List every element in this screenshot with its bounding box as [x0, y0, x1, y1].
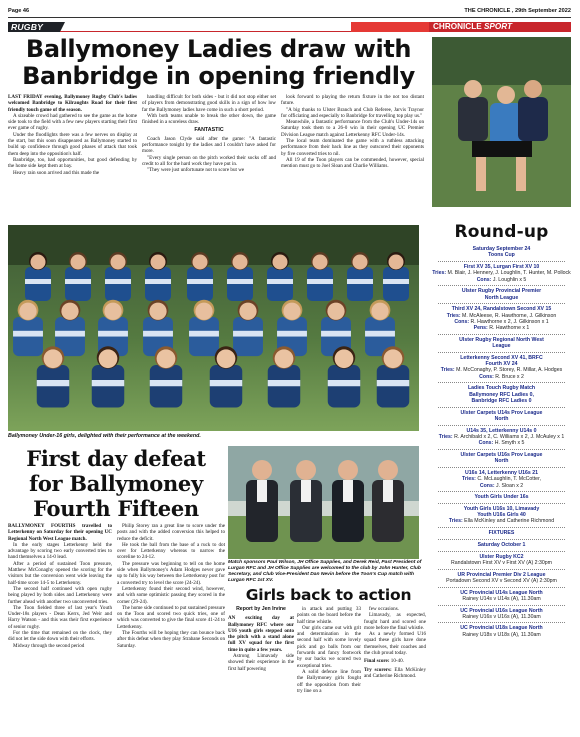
paragraph: few occasions. — [369, 606, 399, 612]
roundup-heading: Youth Girls U16s 10, Limavady Youth U16s Girls 40 — [463, 505, 540, 519]
roundup-heading: UR Provincial Premier Div 2 League — [457, 571, 546, 578]
paragraph: BALLYMONEY FOURTHS travelled to Letterkenny on Saturday for their opening UC Regional North West League match. — [8, 523, 112, 542]
paragraph: With both teams unable to break the other down, the game finished in a scoreless draw. — [142, 112, 276, 126]
roundup-title: Round-up — [454, 222, 549, 242]
paragraph: Astrong Limavady side showed their experience in the first half powering — [228, 652, 294, 672]
paragraph: Letterkenny found their second wind, however, and with some optimistic passing they scored in the corner (29-24). — [117, 585, 225, 605]
roundup-line: Tries: Ella McKinley and Catherine Richmond — [448, 518, 555, 525]
roundup-divider — [438, 527, 565, 528]
roundup-heading: Ulster Rugby KC2 — [479, 553, 524, 560]
roundup-line: Pens: R. Hawthorne x 1 — [473, 325, 530, 332]
article1-col3 — [281, 94, 424, 170]
article2-headline: First day defeat for Ballymoney Fourth Fifteen — [26, 446, 206, 521]
team-photo — [8, 225, 419, 431]
paragraph: All 19 of the Toon players can be commended, however, special mention must go to Joel Sloan and Charlie Williams. — [281, 156, 424, 170]
article3-byline: Report by Jen Irvine — [236, 606, 286, 612]
roundup-line: Cons: R. Hawthorne x 2, J. Gilkinson x 1 — [454, 318, 549, 325]
roundup-heading: Ulster Rugby Provincial Premier North League — [461, 288, 542, 301]
roundup-heading: U16s 14, Letterkenny U16s 21 — [465, 469, 538, 476]
brand-chronicle: CHRONICLE — [433, 22, 482, 31]
paragraph: "They were just unfortunate not to score but we — [147, 167, 245, 174]
brand-bar — [429, 22, 571, 32]
roundup-line: Cons: J. Loughlin x 5 — [476, 276, 527, 283]
roundup-heading: Ladies Touch Rugby Match Ballymoney RFC Ladies 0, Banbridge RFC Ladies 0 — [467, 385, 536, 404]
article1-col2 — [142, 94, 276, 174]
roundup-heading: Ulster Carpets U14s Prov League North — [460, 409, 543, 422]
roundup-heading: First XV 35, Lurgan First XV 10 — [463, 263, 540, 270]
roundup-line: Rainey U18s v U18s (A), 11.30am — [462, 631, 541, 638]
section-tag: RUGBY — [8, 22, 60, 32]
paragraph: Our girls came out with grit and determination in the second half with some lovely pick and go balls from our forwards and fancy footwork by our backs we scored two exceptional tries. — [297, 624, 361, 669]
roundup-divider — [438, 605, 565, 606]
article2-col1 — [8, 523, 112, 649]
paragraph: Midway through the second period — [13, 642, 85, 649]
paragraph: The second half continued with open rugby being played by both sides and Letterkenny were further ahead with another two unconverted tries. — [8, 585, 112, 605]
roundup-divider — [438, 261, 565, 262]
paragraph: In the early stages Letterkenny held the advantage by scoring two early converted tries to hand themselves a 14-0 lead. — [8, 541, 112, 561]
paragraph: "A big thanks to Ulster Branch and Club Referee, Jarvis Traynor for officiating and especially to Banbridge for travelling top play us." — [281, 106, 424, 119]
roundup-line: Tries: M. Blair, J. Hennery, J. Loughlin, T. Hunter, M. Pollock — [432, 270, 571, 277]
roundup-line: Tries: M. McAleese, R. Hawthorne, J. Gilkinson — [446, 312, 557, 319]
paragraph: LAST FRIDAY evening, Ballymoney Rugby Club's ladies welcomed Banbridge to Kilraughts Road for their first friendly touch game of the season. — [8, 94, 137, 113]
roundup-divider — [438, 449, 565, 450]
paragraph: in attack and putting 33 points on the board before the half time whistle. — [297, 606, 361, 625]
roundup-heading: UC Provincial U18s League North — [460, 625, 543, 632]
header-rule — [8, 17, 571, 18]
roundup-heading: Youth Girls Under 16s — [474, 494, 529, 501]
final-score-label: Final score: — [364, 658, 390, 665]
roundup-line: Portadown Second XV v Second XV (A) 2:30pm — [446, 577, 557, 584]
paragraph: The local team dominated the game with a ruthless attacking performance from their back line as they outscored their opponents by five converted tries to nil. — [281, 138, 424, 157]
paragraph: The pressure was beginning to tell on the home side when Ballymoney's Adam Hodges never gave up to fully his way between the Letterkenny post for a converted try to level the score (24-24). — [117, 560, 225, 586]
article1-headline: Ballymoney Ladies draw with Banbridge in opening friendly — [22, 35, 415, 90]
paragraph: The Toon fielded three of last year's Youth Under-18s players - Dean Kerrs, Jed Weir and Harry Watson - and this was their first experience of senior rugby. — [8, 604, 112, 630]
paragraph: Meanwhile, a fantastic performance from the Club's Under-14s on Saturday took them to a 26-0 win in their opening UC Premier Division League match against Letterkenny RFC Under-14s. — [281, 119, 424, 138]
paragraph: A sizeable crowd had gathered to see the game as the home side took to the field with a few new players starting their first ever game of rugby. — [8, 112, 137, 132]
team-photo-caption: Ballymoney Under-16 girls, delighted with their performance at the weekend. — [8, 433, 201, 439]
sponsors-photo — [228, 446, 419, 559]
try-scorers-value: Ella McKinley and Catherine Richmond. — [364, 666, 426, 679]
paragraph: The Fourths will be hoping they can bounce back after this defeat when they play Strabane Seconds on Saturday. — [117, 630, 225, 649]
roundup-line: Rainey U16s v U16s (A), 11.30am — [462, 613, 541, 620]
paragraph: He took the ball from the base of a ruck to dot over for Letterkenny whereas to narrow the scoreline to 24-12. — [117, 541, 225, 561]
roundup-heading: Third XV 24, Randalstown Second XV 15 — [451, 306, 552, 313]
final-score-value: 10-40. — [390, 658, 404, 665]
roundup-line: Tries: C. McLaughlin, T. McCotter, — [462, 476, 541, 483]
paragraph: handling difficult for both sides - but it did not stop either set of players from demonstrating good skills in a sign of how low far the Ballymoney ladies have come in such a short period. — [142, 94, 276, 113]
roundup-line: Randalstown First XV v First XV (A) 2:30pm — [451, 559, 552, 566]
article1-subhead: FANTASTIC — [194, 127, 224, 134]
paragraph: For the time that remained on the clock, they did not let the side down with their efforts. — [8, 630, 112, 643]
roundup-divider — [438, 425, 565, 426]
roundup-divider — [438, 622, 565, 623]
paragraph: A solid defence line from the Ballymoney girls fought off the opposition from their try line on a — [297, 668, 361, 694]
roundup-heading: UC Provincial U16s League North — [460, 607, 543, 614]
roundup-line: Tries: R. Archibald x 2, C. Williams x 2, J. McAuley x 1 — [438, 433, 565, 440]
paragraph: Heavy rain soon arrived and this made the — [13, 169, 100, 176]
paragraph: Philip Storey ran a great line to score under the posts and with the added conversion this helped to reduce the deficit. — [117, 523, 225, 542]
roundup-heading: UC Provincial U14s League North — [460, 589, 543, 596]
section-rule — [60, 31, 351, 32]
article3-col1 — [228, 606, 294, 672]
roundup-line: Cons: H. Smyth x 5 — [478, 440, 525, 447]
roundup-line: Cons: J. Sloan x 2 — [479, 482, 524, 489]
article2-col2 — [117, 523, 225, 649]
roundup-divider — [438, 407, 565, 408]
try-scorers-label: Try scorers: — [364, 666, 392, 673]
page-number: Page 46 — [8, 8, 30, 14]
roundup-divider — [438, 334, 565, 335]
roundup-heading: U14s 35, Letterkenny U14s 0 — [466, 427, 537, 434]
paragraph: Limavady, as expected, fought hard and scored one more before the final whistle. — [364, 612, 426, 631]
roundup-divider — [438, 539, 565, 540]
roundup-heading: Saturday September 24 Toons Cup — [472, 246, 531, 259]
publication-date: THE CHRONICLE , 29th September 2022 — [464, 8, 571, 14]
paragraph: look forward to playing the return fixture in the not too distant future. — [281, 94, 424, 107]
paragraph: As a newly formed U16 squad these girls have done themselves, their coaches and the club proud today. — [364, 631, 426, 657]
roundup-divider — [438, 569, 565, 570]
roundup-divider — [438, 352, 565, 353]
brand-bar-accent — [351, 22, 429, 32]
paragraph: Banbridge, too, had opportunities, but good defending by the home side kept them at bay. — [8, 156, 137, 170]
paragraph: "Every single person on the pitch worked their socks off and credit to all for the hard work they have put in. — [142, 154, 276, 167]
paragraph: After a period of sustained Toon pressure, Matthew McConaghy opened the scoring for the visitors but the conversion went wide leaving the half-time score 14-5 to Letterkenny. — [8, 560, 112, 586]
roundup-line: Cons: R. Bruce x 2 — [479, 373, 524, 380]
paragraph: AN exciting day at Ballymoney RFC where our U16 youth girls stepped onto the pitch with a stand alone full XV squad for the first time in quite a few years. — [228, 615, 294, 653]
article3-col2 — [297, 606, 361, 694]
roundup-divider — [438, 587, 565, 588]
article1-col1 — [8, 94, 137, 176]
paragraph: Coach Jason Clyde said after the game: "A fantastic performance tonight by the ladies and I couldn't have asked for more. — [142, 135, 276, 155]
roundup-divider — [438, 551, 565, 552]
roundup-heading: Saturday October 1 — [477, 541, 526, 548]
roundup-heading: Ulster Rugby Regional North West League — [459, 336, 544, 350]
roundup-heading: FIXTURES — [488, 530, 515, 537]
sponsors-photo-caption: Match sponsors Paul Wilson, JH Office Supplies, and Derek Reid, Past President of Lurgan RFC and JH Office Supplies are welcomed to the club by John Hunter, Club Secretary, and Club Vice-President Dan Nevin before the Toon's Cup match with Lurgan RFC 1st XV. — [228, 560, 422, 583]
roundup-divider — [438, 467, 565, 468]
roundup-divider — [438, 303, 565, 304]
paragraph: The home side continued to put sustained pressure on the Toon and scored two quick tries, one of which was converted to give the final score 41-24 to Letterkenny. — [117, 604, 225, 630]
roundup-heading: Ulster Carpets U16s Prov League North — [460, 451, 543, 465]
roundup-line: Rainey U14s v U14s (A), 11.30am — [462, 595, 541, 602]
roundup-divider — [438, 491, 565, 492]
roundup-divider — [438, 503, 565, 504]
roundup-heading: Letterkenny Second XV 41, BRFC Fourth XV 24 — [460, 354, 543, 368]
roundup-divider — [438, 382, 565, 383]
roundup-divider — [438, 285, 565, 286]
paragraph: Under the floodlights there was a few nerves on display at the start, but this soon disappeared as Ballymoney started to build up confidence through good phases of attack that took them deep into the opposition's half. — [8, 131, 137, 157]
article3-col3 — [364, 606, 426, 679]
brand-sport: SPORT — [483, 22, 513, 31]
article3-headline: Girls back to action — [245, 586, 412, 604]
roundup-line: Tries: M. McConaghy, P. Storey, R. Millar, A. Hodges — [440, 367, 563, 374]
roundup-list — [432, 244, 571, 638]
action-photo — [432, 37, 571, 207]
